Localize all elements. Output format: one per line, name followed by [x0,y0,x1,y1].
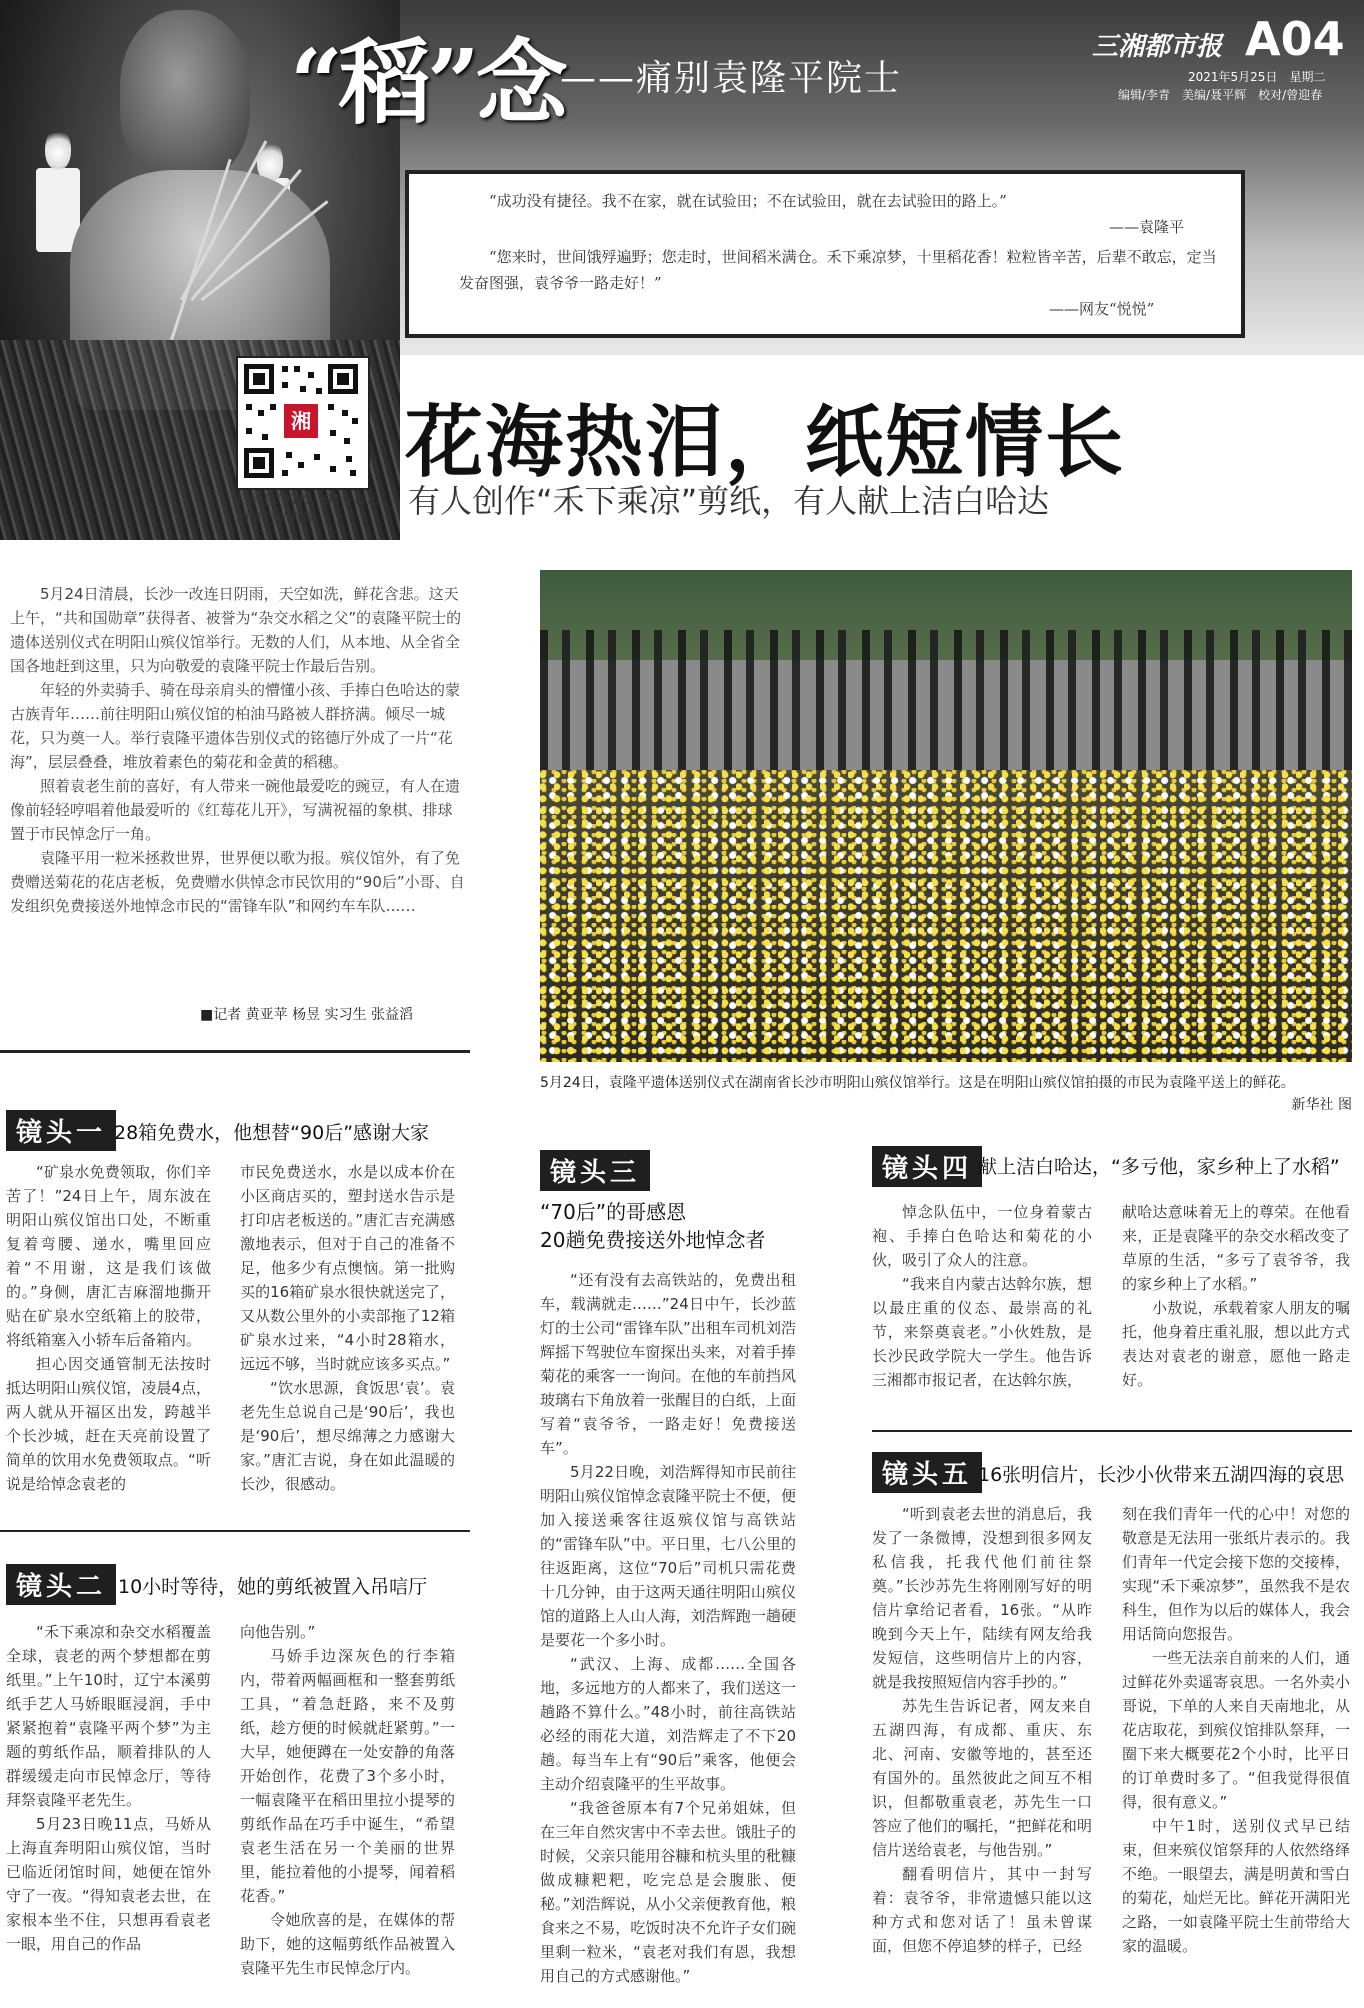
section-paragraph: 市民免费送水，水是以成本价在小区商店买的，塑封送水告示是打印店老板送的。”唐汇吉充满感激地表示，但对于自己的准备不足，他多少有点懊恼。第一批购买的16箱矿泉水很快就送完了，又从数公里外的小卖部拖了12箱矿泉水过来，“4小时28箱水，远远不够，当时就应该多买点。” [240,1163,455,1373]
section-paragraph: “还有没有去高铁站的，免费出租车，载满就走……”24日中午，长沙蓝灯的士公司“雷锋车队”出租车司机刘浩辉摇下驾驶位车窗探出头来，对着手捧菊花的乘客一一询问。在他的车前挡风玻璃右下角放着一张醒目的白纸，上面写着“袁爷爷，一路走好！免费接送车”。 [540,1271,796,1457]
section-label: 镜头一 [6,1110,116,1151]
section-paragraph: 苏先生告诉记者，网友来自五湖四海，有成都、重庆、东北、河南、安徽等地的，甚至还有国外的。虽然彼此之间互不相识，但都敬重袁老，苏先生一口答应了他们的嘱托，“把鲜花和明信片送给袁老，与他告别。” [872,1697,1092,1859]
quote-netizen: “您来时，世间饿殍遍野；您走时，世间稻米满仓。禾下乘凉梦，十里稻花香！粒粒皆辛苦，后辈不敢忘，定当发奋图强，袁爷爷一路走好！” [459,248,1217,292]
section-paragraph: 中午1时，送别仪式早已结束，但来殡仪馆祭拜的人依然络绎不绝。一眼望去，满是明黄和雪白的菊花，灿烂无比。鲜花开满阳光之路，一如袁隆平院士生前带给大家的温暖。 [1122,1817,1350,1955]
photo-crowd [540,630,1352,790]
banner-title: “稻”念 [290,29,564,137]
section-paragraph: 一些无法亲自前来的人们，通过鲜花外卖遥寄哀思。一名外卖小哥说，下单的人来自天南地北，从花店取花，到殡仪馆排队祭拜，一圈下来大概要花2个小时，比平日的订单费时多了。“但我觉得很值得，很有意义。” [1122,1649,1350,1811]
divider [0,1530,470,1532]
section-title: 10小时等待，她的剪纸被置入吊唁厅 [118,1576,428,1598]
quote-yuan: “成功没有捷径。我不在家，就在试验田；不在试验田，就在去试验田的路上。” [489,192,1007,210]
section-title: 16张明信片，长沙小伙带来五湖四海的哀思 [978,1464,1345,1486]
headline: 花海热泪，纸短情长 [405,398,1126,488]
qr-caption: 扫码看“91秒，91年最后的‘稻’别”视频 [236,493,380,526]
svg-text:湘: 湘 [291,409,311,433]
qr-code-icon [238,358,364,484]
divider [0,1050,470,1053]
section-paragraph: “听到袁老去世的消息后，我发了一条微博，没想到很多网友私信我，托我代他们前往祭奠。”长沙苏先生将刚刚写好的明信片拿给记者看，16张。“从昨晚到今天上午，陆续有网友给我发短信，这些明信片上的内容，就是我按照短信内容手抄的。” [872,1505,1092,1691]
section-column [1122,1200,1350,1392]
editors-line: 编辑/李青 美编/聂平辉 校对/曾迎春 [1118,88,1323,102]
section-column [872,1502,1092,1958]
quote-netizen-author: ——网友“悦悦” [1049,300,1155,318]
section-paragraph: 小敖说，承载着家人朋友的嘱托，他身着庄重礼服，想以此方式表达对袁老的谢意，愿他一路走好。 [1122,1299,1350,1389]
paper-name: 三湘都市报 [1092,32,1223,62]
section-label: 镜头四 [872,1146,982,1187]
section-paragraph: 向他告别。” [240,1623,316,1641]
section-paragraph: 令她欣喜的是，在媒体的帮助下，她的这幅剪纸作品被置入袁隆平先生市民悼念厅内。 [240,1911,455,1977]
section-column [6,1160,211,1496]
section-column [240,1620,455,1980]
section-title: 28箱免费水，他想替“90后”感谢大家 [114,1122,430,1144]
intro-paragraph: 袁隆平用一粒米拯救世界，世界便以歌为报。殡仪馆外，有了免费赠送菊花的花店老板，免费赠水供悼念市民饮用的“90后”小哥、自发组织免费接送外地悼念市民的“雷锋车队”和网约车车队…… [10,849,465,915]
issue-date: 2021年5月25日 星期二 [1188,70,1326,84]
section-column [1122,1502,1350,1958]
intro-text [10,582,465,918]
section-label: 镜头三 [540,1150,650,1191]
banner-subtitle: ——痛别袁隆平院士 [560,58,903,99]
section-subtitle: “70后”的哥感恩 [540,1200,687,1224]
section-paragraph: “我爸爸原本有7个兄弟姐妹，但在三年自然灾害中不幸去世。饿肚子的时候，父亲只能用谷糠和杭头里的秕糠做成糠粑粑，吃完总是会腹胀、便秘。”刘浩辉说，从小父亲便教育他，粮食来之不易，吃饭时决不允许子女们碗里剩一粒米，“袁老对我们有恩，我想用自己的方式感谢他。” [540,1799,796,1985]
section-label: 镜头五 [872,1452,982,1493]
intro-paragraph: 年轻的外卖骑手、骑在母亲肩头的懵懂小孩、手捧白色哈达的蒙古族青年……前往明阳山殡仪馆的柏油马路被人群挤满。倾尽一城花，只为奠一人。举行袁隆平遗体告别仪式的铭德厅外成了一片“花海”，层层叠叠，堆放着素色的菊花和金黄的稻穗。 [10,681,461,771]
photo-credit: 新华社 图 [1291,1097,1352,1113]
section-paragraph: “我来自内蒙古达斡尔族，想以最庄重的仪态、最崇高的礼节，来祭奠袁老。”小伙姓敖，是长沙民政学院大一学生。他告诉三湘都市报记者，在达斡尔族， [872,1275,1092,1389]
byline: ■记者 黄亚苹 杨昱 实习生 张益滔 [200,1007,414,1023]
section-column [540,1268,796,1988]
section-label: 镜头二 [6,1564,116,1605]
section-paragraph: “矿泉水免费领取，你们辛苦了！”24日上午，周东波在明阳山殡仪馆出口处，不断重复着弯腰、递水，嘴里回应着“不用谢，这是我们该做的。”身侧，唐汇吉麻溜地撕开贴在矿泉水空纸箱上的胶带，将纸箱塞入小轿车后备箱内。 [6,1163,211,1349]
divider [872,1430,1352,1432]
section-paragraph: 5月23日晚11点，马娇从上海直奔明阳山殡仪馆，当时已临近闭馆时间，她便在馆外守了一夜。“得知袁老去世，在家根本坐不住，只想再看袁老一眼，用自己的作品 [6,1815,211,1953]
section-paragraph: “武汉、上海、成都……全国各地，多远地方的人都来了，我们送这一趟路不算什么。”48小时，前往高铁站必经的雨花大道，刘浩辉走了不下20趟。每当车上有“90后”乘客，他便会主动介绍袁隆平的生平故事。 [540,1655,796,1793]
intro-paragraph: 5月24日清晨，长沙一改连日阴雨，天空如洗，鲜花含悲。这天上午，“共和国勋章”获得者、被誉为“杂交水稻之父”的袁隆平院士的遗体送别仪式在明阳山殡仪馆举行。无数的人们，从本地、从全省全国各地赶到这里，只为向敬爱的袁隆平院士作最后告别。 [10,585,462,675]
news-photo [540,570,1352,1062]
section-paragraph: 5月22日晚，刘浩辉得知市民前往明阳山殡仪馆悼念袁隆平院士不便，便加入接送乘客往返殡仪馆与高铁站的“雷锋车队”中。平日里，七八公里的往返距离，这位“70后”司机只需花费十几分钟，由于这两天通往明阳山殡仪馆的道路上人山人海，刘浩辉跑一趟硬是要花一个多小时。 [540,1463,796,1649]
section-paragraph: “禾下乘凉和杂交水稻覆盖全球，袁老的两个梦想都在剪纸里。”上午10时，辽宁本溪剪纸手艺人马娇眼眶浸润，手中紧紧抱着“袁隆平两个梦”为主题的剪纸作品，顺着排队的人群缓缓走向市民悼念厅，等待拜祭袁隆平老先生。 [6,1623,211,1809]
section-column [240,1160,455,1496]
section-paragraph: 刻在我们青年一代的心中！对您的敬意是无法用一张纸片表示的。我们青年一代定会接下您的交接棒，实现“禾下乘凉梦”，虽然我不是农科生，但作为以后的媒体人，我会用话筒向您报告。 [1122,1505,1350,1643]
page-number: A04 [1245,12,1345,66]
subheadline: 有人创作“禾下乘凉”剪纸，有人献上洁白哈达 [408,482,1050,520]
section-paragraph: 献哈达意味着无上的尊荣。在他看来，正是袁隆平的杂交水稻改变了草原的生活，“多亏了袁爷爷，我的家乡种上了水稻。” [1122,1203,1350,1293]
intro-paragraph: 照着袁老生前的喜好，有人带来一碗他最爱吃的豌豆，有人在遗像前轻轻哼唱着他最爱听的《红莓花儿开》，写满祝福的象棋、排球置于市民悼念厅一角。 [10,777,461,843]
section-title: 献上洁白哈达，“多亏他，家乡种上了水稻” [978,1156,1340,1178]
photo-caption: 5月24日，袁隆平遗体送别仪式在湖南省长沙市明阳山殡仪馆举行。这是在明阳山殡仪馆拍摄的市民为袁隆平送上的鲜花。 [540,1075,1295,1091]
section-column [872,1200,1092,1392]
qr-code[interactable] [236,356,370,490]
section-subtitle: 20趟免费接送外地悼念者 [540,1228,766,1252]
section-paragraph: 翻看明信片，其中一封写着：袁爷爷，非常遗憾只能以这种方式和您对话了！虽未曾谋面，但您不停追梦的样子，已经 [872,1865,1092,1955]
section-column [6,1620,211,1956]
section-paragraph: 担心因交通管制无法按时抵达明阳山殡仪馆，凌晨4点，两人就从开福区出发，跨越半个长沙城，赶在天亮前设置了简单的饮用水免费领取点。“听说是给悼念袁老的 [6,1355,211,1493]
quote-yuan-author: ——袁隆平 [1109,218,1185,236]
section-paragraph: 悼念队伍中，一位身着蒙古袍、手捧白色哈达和菊花的小伙，吸引了众人的注意。 [872,1203,1092,1269]
section-paragraph: “饮水思源，食饭思‘袁’。袁老先生总说自己是‘90后’，我也是‘90后’，想尽绵薄之力感谢大家。”唐汇吉说，身在如此温暖的长沙，很感动。 [240,1379,455,1493]
flame-icon [45,128,71,170]
face-shape [120,10,250,180]
quote-box [405,170,1245,338]
photo-flowers [540,770,1352,1062]
section-paragraph: 马娇手边深灰色的行李箱内，带着两幅画框和一整套剪纸工具，“着急赶路，来不及剪纸，趁方便的时候就赶紧剪。”一大早，她便蹲在一处安静的角落开始创作，花费了3个多小时，一幅袁隆平在稻田里拉小提琴的剪纸作品在巧手中诞生，“希望袁老生活在另一个美丽的世界里，能拉着他的小提琴，闻着稻花香。” [240,1647,455,1905]
